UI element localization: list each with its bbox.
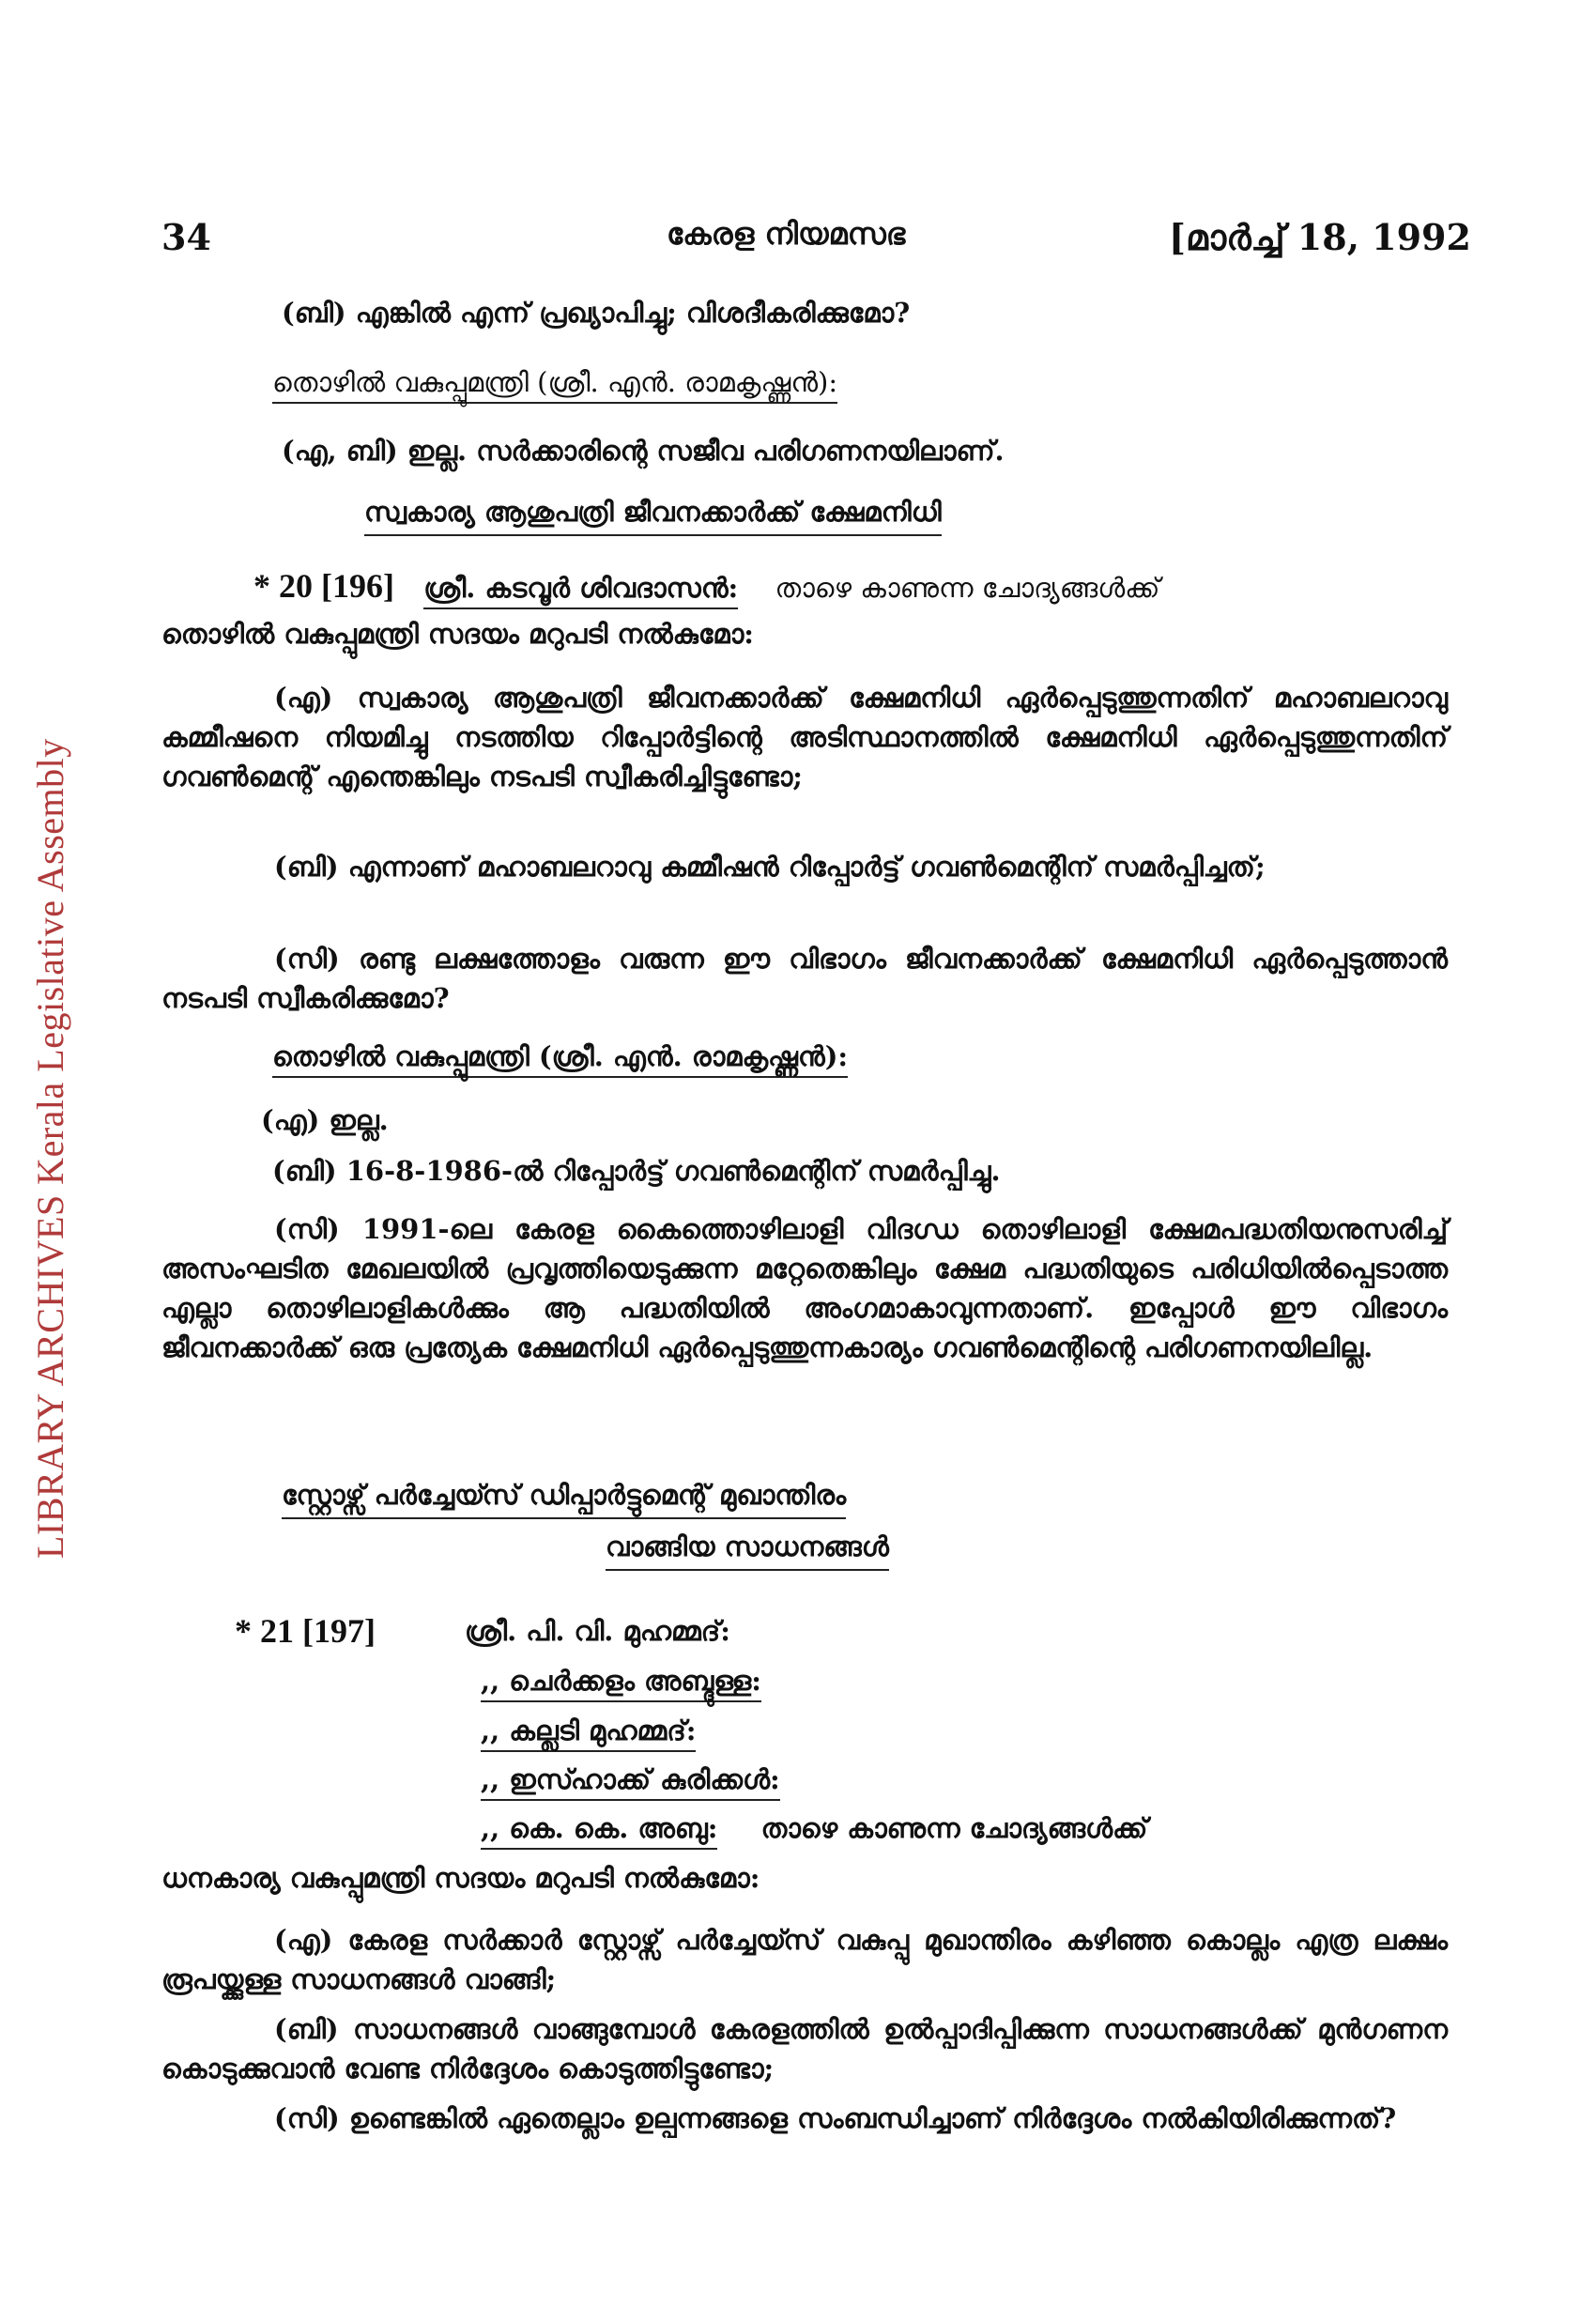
question-21-asker-4: ,, ഇസ്ഹാക്ക് കുരിക്കൾ: [481,1765,780,1795]
page-date: [മാർച്ച് 18, 1992 [1169,216,1471,258]
section-heading-2-line2: വാങ്ങിയ സാധനങ്ങൾ [606,1530,889,1571]
section-heading-2-line1: സ്റ്റോഴ്സ് പർച്ചേയ്സ് ഡിപ്പാർട്ടുമെന്റ് മുഖാന്തിരം [282,1479,846,1519]
q19-part-b: (ബി) എങ്കിൽ എന്ന് പ്രഖ്യാപിച്ചു; വിശദീകരിക്കുമോ? [282,297,911,329]
question-21-intro: താഴെ കാണുന്ന ചോദ്യങ്ങൾക്ക് [760,1812,1148,1844]
q20-minister: തൊഴിൽ വകുപ്പുമന്ത്രി (ശ്രീ. എൻ. രാമകൃഷ്ണൻ): [272,1042,848,1072]
question-number: * 20 [196] [253,567,394,605]
question-20-header [253,568,1160,606]
q19-minister: തൊഴിൽ വകുപ്പുമന്ത്രി (ശ്രീ. എൻ. രാമകൃഷ്ണൻ): [272,368,837,398]
answer-20-b: (ബി) 16-8-1986-ൽ റിപ്പോർട്ട് ഗവൺമെന്റിന് സമർപ്പിച്ചു. [272,1155,1001,1187]
running-title: കേരള നിയമസഭ [667,216,906,252]
question-20-intro-line2: തൊഴിൽ വകുപ്പുമന്ത്രി സദയം മറുപടി നൽകുമോ: [161,618,754,650]
question-21-part-c: (സി) ഉണ്ടെങ്കിൽ ഏതെല്ലാം ഉല്പന്നങ്ങളെ സംബന്ധിച്ചാണ് നിർദ്ദേശം നൽകിയിരിക്കുന്നത്? [274,2102,1397,2134]
question-21-asker-5: ,, കെ. കെ. അബു: താഴെ കാണുന്ന ചോദ്യങ്ങൾക്ക് [481,1814,1147,1844]
section-heading: സ്വകാര്യ ആശുപത്രി ജീവനക്കാർക്ക് ക്ഷേമനിധി [364,496,942,536]
question-21-part-b: (ബി) സാധനങ്ങൾ വാങ്ങുമ്പോൾ കേരളത്തിൽ ഉൽപ്പാദിപ്പിക്കുന്ന സാധനങ്ങൾക്ക് മുൻഗണന കൊടുക്കുവാൻ വേണ്ട നിർദ്ദേശം കൊടുത്തിട്ടുണ്ടോ; [161,2013,1448,2084]
archive-watermark: LIBRARY ARCHIVES Kerala Legislative Assembly [29,738,71,1559]
answer-20-c: (സി) 1991-ലെ കേരള കൈത്തൊഴിലാളി വിദഗ്ധ തൊഴിലാളി ക്ഷേമപദ്ധതിയനുസരിച്ച് അസംഘടിത മേഖലയിൽ പ്രവൃത്തിയെടുക്കുന്ന മറ്റേതെങ്കിലും ക്ഷേമ പദ്ധതിയുടെ പരിധിയിൽപ്പെടാത്ത എല്ലാ തൊഴിലാളികൾക്കും ആ പദ്ധതിയിൽ അംഗമാകാവുന്നതാണ്. ഇപ്പോൾ ഈ വിഭാഗം ജീവനക്കാർക്ക് ഒരു പ്രത്യേക ക്ഷേമനിധി ഏർപ്പെടുത്തുന്നകാര്യം ഗവൺമെന്റിന്റെ പരിഗണനയിലില്ല. [161,1213,1448,1363]
question-20-part-a: (എ) സ്വകാര്യ ആശുപത്രി ജീവനക്കാർക്ക് ക്ഷേമനിധി ഏർപ്പെടുത്തുന്നതിന് മഹാബലറാവു കമ്മീഷനെ നിയമിച്ചു നടത്തിയ റിപ്പോർട്ടിന്റെ അടിസ്ഥാനത്തിൽ ക്ഷേമനിധി ഏർപ്പെടുത്തുന്നതിന് ഗവൺമെന്റ് എന്തെങ്കിലും നടപടി സ്വീകരിച്ചിട്ടുണ്ടോ; [161,682,1448,792]
q19-answer: (എ, ബി) ഇല്ല. സർക്കാരിന്റെ സജീവ പരിഗണനയിലാണ്. [282,435,1005,467]
question-20-part-b: (ബി) എന്നാണ് മഹാബലറാവു കമ്മീഷൻ റിപ്പോർട്ട് ഗവൺമെന്റിന് സമർപ്പിച്ചത്; [274,851,1266,883]
page-number: 34 [161,216,211,258]
question-asker: ശ്രീ. കടവൂർ ശിവദാസൻ: [423,572,738,609]
answer-20-a: (എ) ഇല്ല. [261,1104,389,1136]
question-21-asker-3: ,, കല്ലടി മുഹമ്മദ്: [481,1716,696,1746]
question-20-part-c: (സി) രണ്ടു ലക്ഷത്തോളം വരുന്ന ഈ വിഭാഗം ജീവനക്കാർക്ക് ക്ഷേമനിധി ഏർപ്പെടുത്താൻ നടപടി സ്വീകരിക്കുമോ? [161,943,1448,1014]
question-intro: താഴെ കാണുന്ന ചോദ്യങ്ങൾക്ക് [775,572,1160,604]
question-21-number: * 21 [197] [235,1612,376,1650]
question-21-intro-line2: ധനകാര്യ വകുപ്പുമന്ത്രി സദയം മറുപടി നൽകുമോ: [161,1862,760,1894]
question-21-part-a: (എ) കേരള സർക്കാർ സ്റ്റോഴ്സ് പർച്ചേയ്സ് വകുപ്പു മുഖാന്തിരം കഴിഞ്ഞ കൊല്ലം എത്ര ലക്ഷം രൂപയ്ക്കുള്ള സാധനങ്ങൾ വാങ്ങി; [161,1924,1448,1995]
question-21-asker-1: ശ്രീ. പി. വി. മുഹമ്മദ്: [465,1615,730,1647]
question-21-asker-2: ,, ചെർക്കളം അബ്ദുള്ള: [481,1667,761,1697]
